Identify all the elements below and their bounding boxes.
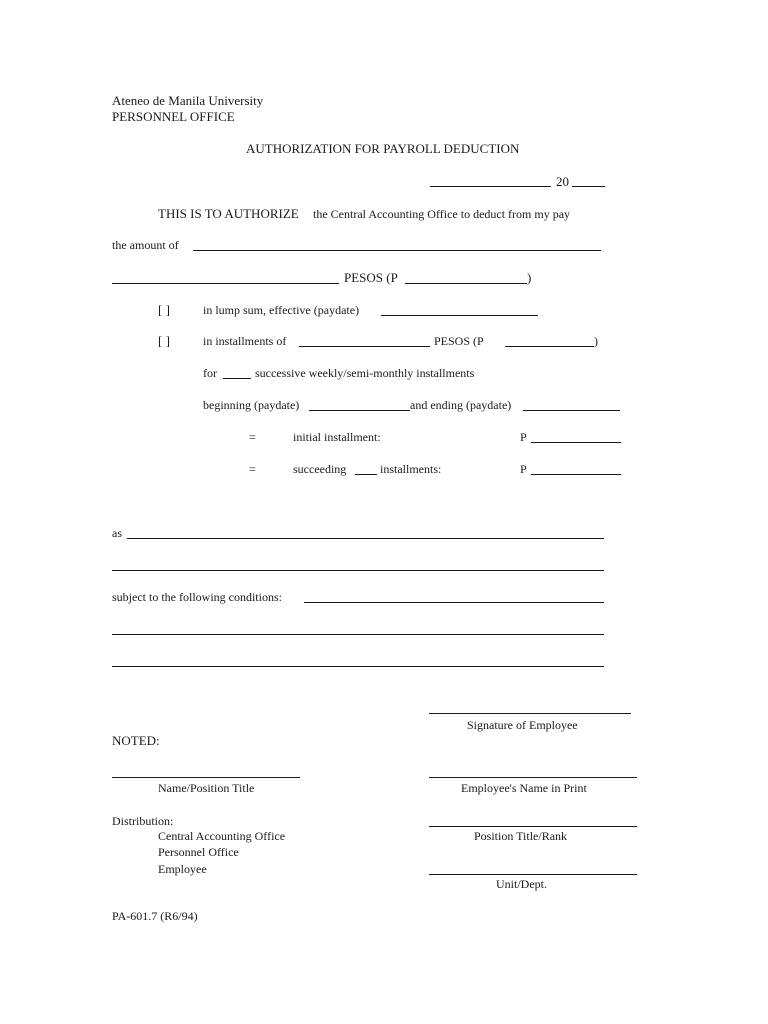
date-field[interactable] [430, 186, 551, 187]
position-title-caption: Position Title/Rank [474, 829, 568, 843]
form-code: PA-601.7 (R6/94) [112, 909, 198, 923]
close-paren: ) [527, 270, 532, 285]
lump-sum-checkbox[interactable]: [ ] [158, 302, 170, 317]
installments-words-field[interactable] [299, 346, 430, 347]
employee-name-caption: Employee's Name in Print [461, 781, 587, 795]
employee-name-field[interactable] [429, 777, 637, 778]
installments-pesos-label: PESOS (P [434, 334, 484, 348]
amount-words-field[interactable] [193, 250, 601, 251]
succeeding-peso-sign: P [520, 462, 527, 476]
employee-signature-field[interactable] [429, 713, 631, 714]
position-title-field[interactable] [429, 826, 637, 827]
conditions-field[interactable] [304, 602, 604, 603]
succeeding-installment-field[interactable] [531, 474, 621, 475]
unit-dept-field[interactable] [429, 874, 637, 875]
employee-signature-caption: Signature of Employee [467, 718, 578, 732]
distribution-item: Personnel Office [158, 845, 239, 859]
beginning-label: beginning (paydate) [203, 398, 300, 412]
succeeding-installments-label: installments: [380, 462, 442, 476]
pesos-label: PESOS (P [344, 270, 398, 285]
name-position-caption: Name/Position Title [158, 781, 255, 795]
as-label: as [112, 526, 122, 540]
installments-checkbox[interactable]: [ ] [158, 333, 170, 348]
ending-paydate-field[interactable] [523, 410, 620, 411]
unit-dept-caption: Unit/Dept. [496, 877, 547, 891]
amount-words-field-2[interactable] [112, 283, 339, 284]
equals-sign-1: = [249, 430, 256, 444]
succeeding-label: succeeding [293, 462, 347, 476]
amount-label: the amount of [112, 238, 179, 252]
conditions-label: subject to the following conditions: [112, 590, 282, 604]
purpose-field[interactable] [127, 538, 604, 539]
lump-sum-paydate-field[interactable] [381, 315, 538, 316]
successive-label: successive weekly/semi-monthly installments [255, 366, 475, 380]
university-name: Ateneo de Manila University [112, 93, 264, 108]
distribution-label: Distribution: [112, 814, 174, 828]
form-title: AUTHORIZATION FOR PAYROLL DEDUCTION [246, 141, 520, 156]
equals-sign-2: = [249, 462, 256, 476]
succeeding-count-field[interactable] [355, 474, 377, 475]
distribution-item: Central Accounting Office [158, 829, 286, 843]
noted-name-field[interactable] [112, 777, 300, 778]
installment-count-field[interactable] [223, 378, 251, 379]
initial-installment-field[interactable] [531, 442, 621, 443]
authorize-lead: THIS IS TO AUTHORIZE [158, 206, 299, 221]
conditions-field-2[interactable] [112, 634, 604, 635]
year-field[interactable] [572, 186, 605, 187]
year-prefix: 20 [556, 174, 569, 189]
office-name: PERSONNEL OFFICE [112, 109, 235, 124]
installments-figure-field[interactable] [505, 346, 594, 347]
initial-installment-label: initial installment: [293, 430, 381, 444]
ending-label: and ending (paydate) [410, 398, 512, 412]
authorize-text: the Central Accounting Office to deduct from my pay [313, 207, 571, 221]
lump-sum-label: in lump sum, effective (paydate) [203, 303, 360, 317]
amount-figure-field[interactable] [405, 283, 527, 284]
noted-label: NOTED: [112, 733, 160, 748]
purpose-field-2[interactable] [112, 570, 604, 571]
installments-close-paren: ) [594, 334, 598, 348]
installments-label: in installments of [203, 334, 287, 348]
beginning-paydate-field[interactable] [309, 410, 410, 411]
conditions-field-3[interactable] [112, 666, 604, 667]
initial-peso-sign: P [520, 430, 527, 444]
distribution-item: Employee [158, 862, 207, 876]
for-label: for [203, 366, 217, 380]
